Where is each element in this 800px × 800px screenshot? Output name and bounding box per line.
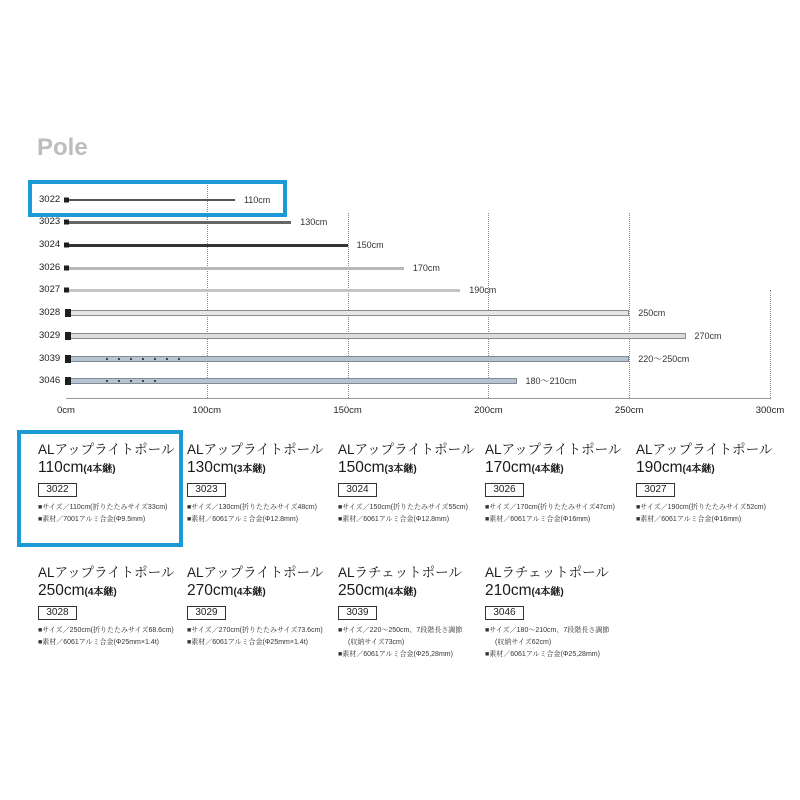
bar-category-label: 3023 <box>39 216 61 227</box>
product-card <box>187 565 333 665</box>
chart-row <box>0 305 800 321</box>
spec-list <box>187 502 317 526</box>
product-card <box>38 565 184 665</box>
product-name: ALアップライトポール <box>187 442 324 457</box>
product-joints: (4本継) <box>531 587 564 598</box>
bar-category-label: 3039 <box>39 353 61 364</box>
spec-line: ■素材／6061アルミ合金(Φ25,28mm) <box>485 651 600 658</box>
product-length: 270cm <box>187 582 234 599</box>
product-length: 250cm <box>338 582 385 599</box>
product-code-badge: 3039 <box>338 606 377 620</box>
product-joints: (4本継) <box>84 587 117 598</box>
product-card <box>485 442 631 542</box>
spec-line: ■サイズ／190cm(折りたたみサイズ52cm) <box>636 504 766 511</box>
chart-row <box>0 351 800 367</box>
bar-value-label: 180～210cm <box>525 376 577 386</box>
spec-list <box>485 502 615 526</box>
bar-category-label: 3026 <box>39 262 61 273</box>
spec-line: ■サイズ／170cm(折りたたみサイズ47cm) <box>485 504 615 511</box>
x-tick-label: 150cm <box>333 405 362 416</box>
spec-list <box>38 625 174 649</box>
bar-3023 <box>66 221 291 224</box>
product-name: ALアップライトポール <box>38 442 175 457</box>
product-length: 170cm <box>485 459 532 476</box>
product-code-badge: 3028 <box>38 606 77 620</box>
bar-value-label: 150cm <box>356 240 384 250</box>
product-name: ALアップライトポール <box>187 565 324 580</box>
product-card <box>636 442 782 542</box>
chart-row <box>0 373 800 389</box>
ratchet-holes <box>101 380 157 382</box>
bar-value-label: 190cm <box>469 285 497 295</box>
bar-value-label: 130cm <box>300 217 328 227</box>
product-card <box>338 442 484 542</box>
spec-line: ■サイズ／180～210cm、7段階長さ調節 <box>485 627 610 634</box>
bar-3046 <box>66 378 517 384</box>
spec-line: ■素材／6061アルミ合金(Φ25mm×1.4t) <box>38 639 159 646</box>
product-size <box>636 458 715 480</box>
bar-category-label: 3046 <box>39 375 61 386</box>
spec-list <box>485 625 609 661</box>
product-joints: (4本継) <box>531 464 564 475</box>
bar-category-label: 3022 <box>39 194 61 205</box>
x-tick-label: 100cm <box>192 405 222 416</box>
product-card <box>338 565 484 665</box>
product-joints: (4本継) <box>384 587 417 598</box>
product-joints: (3本継) <box>233 464 266 475</box>
x-tick-label: 0cm <box>57 405 75 416</box>
bar-category-label: 3024 <box>39 239 61 250</box>
bar-value-label: 220～250cm <box>638 354 690 364</box>
spec-line: (収納サイズ73cm) <box>348 639 405 646</box>
product-length: 130cm <box>187 459 234 476</box>
product-code-badge: 3024 <box>338 483 377 497</box>
product-card <box>38 442 184 542</box>
product-length: 150cm <box>338 459 385 476</box>
spec-line: (収納サイズ62cm) <box>495 639 552 646</box>
product-size <box>485 458 564 480</box>
spec-list <box>636 502 766 526</box>
product-size <box>187 581 266 603</box>
bar-category-label: 3029 <box>39 330 61 341</box>
product-card <box>485 565 631 665</box>
chart-highlight-frame <box>28 180 287 217</box>
product-size <box>338 581 417 603</box>
spec-line: ■素材／6061アルミ合金(Φ16mm) <box>636 516 742 523</box>
chart-row <box>0 282 800 298</box>
bar-3029 <box>66 333 686 339</box>
spec-line: ■サイズ／130cm(折りたたみサイズ48cm) <box>187 504 317 511</box>
spec-line: ■サイズ／150cm(折りたたみサイズ55cm) <box>338 504 468 511</box>
product-joints: (4本継) <box>682 464 715 475</box>
x-tick-label: 200cm <box>474 405 503 416</box>
spec-list <box>338 625 462 661</box>
spec-line: ■素材／6061アルミ合金(Φ12.8mm) <box>187 516 299 523</box>
spec-line: ■サイズ／270cm(折りたたみサイズ73.6cm) <box>187 627 323 634</box>
product-size <box>38 458 116 480</box>
product-code-badge: 3022 <box>38 483 77 497</box>
bar-3026 <box>66 267 404 270</box>
spec-line: ■素材／7001アルミ合金(Φ9.5mm) <box>38 516 146 523</box>
product-name: ALアップライトポール <box>338 442 475 457</box>
bar-value-label: 250cm <box>638 308 666 318</box>
product-code-badge: 3046 <box>485 606 524 620</box>
product-length: 110cm <box>38 459 84 476</box>
bar-3027 <box>66 289 460 292</box>
product-size <box>338 458 417 480</box>
bar-value-label: 110cm <box>243 195 271 205</box>
product-name: ALアップライトポール <box>38 565 175 580</box>
x-axis-line <box>66 398 771 399</box>
chart-row <box>0 260 800 276</box>
chart-row <box>0 237 800 253</box>
spec-line: ■サイズ／250cm(折りたたみサイズ68.6cm) <box>38 627 174 634</box>
x-tick-label: 300cm <box>755 405 785 416</box>
bar-3028 <box>66 310 629 316</box>
product-name: ALラチェットポール <box>338 565 462 580</box>
product-name: ALアップライトポール <box>485 442 622 457</box>
spec-list <box>38 502 167 526</box>
product-size <box>38 581 117 603</box>
ratchet-holes <box>101 358 181 360</box>
spec-list <box>187 625 323 649</box>
spec-line: ■サイズ／220～250cm、7段階長さ調節 <box>338 627 463 634</box>
product-length: 250cm <box>38 582 85 599</box>
spec-line: ■素材／6061アルミ合金(Φ12.8mm) <box>338 516 450 523</box>
product-code-badge: 3029 <box>187 606 226 620</box>
product-name: ALラチェットポール <box>485 565 609 580</box>
product-name: ALアップライトポール <box>636 442 773 457</box>
spec-line: ■素材／6061アルミ合金(Φ25,28mm) <box>338 651 453 658</box>
spec-line: ■素材／6061アルミ合金(Φ16mm) <box>485 516 591 523</box>
spec-list <box>338 502 468 526</box>
bar-category-label: 3027 <box>39 284 61 295</box>
spec-line: ■サイズ／110cm(折りたたみサイズ33cm) <box>38 504 168 511</box>
product-code-badge: 3027 <box>636 483 675 497</box>
product-length: 210cm <box>485 582 532 599</box>
product-joints: (4本継) <box>233 587 266 598</box>
chart-row <box>0 328 800 344</box>
product-code-badge: 3023 <box>187 483 226 497</box>
bar-value-label: 270cm <box>694 331 722 341</box>
product-card <box>187 442 333 542</box>
product-code-badge: 3026 <box>485 483 524 497</box>
product-joints: (4本継) <box>83 464 116 475</box>
product-length: 190cm <box>636 459 683 476</box>
bar-3039 <box>66 356 629 362</box>
product-joints: (3本継) <box>384 464 417 475</box>
product-size <box>485 581 564 603</box>
spec-line: ■素材／6061アルミ合金(Φ25mm×1.4t) <box>187 639 308 646</box>
bar-value-label: 170cm <box>412 263 440 273</box>
bar-3024 <box>66 244 348 247</box>
x-tick-label: 250cm <box>614 405 644 416</box>
product-size <box>187 458 266 480</box>
bar-category-label: 3028 <box>39 307 61 318</box>
page-title: Pole <box>37 134 88 161</box>
